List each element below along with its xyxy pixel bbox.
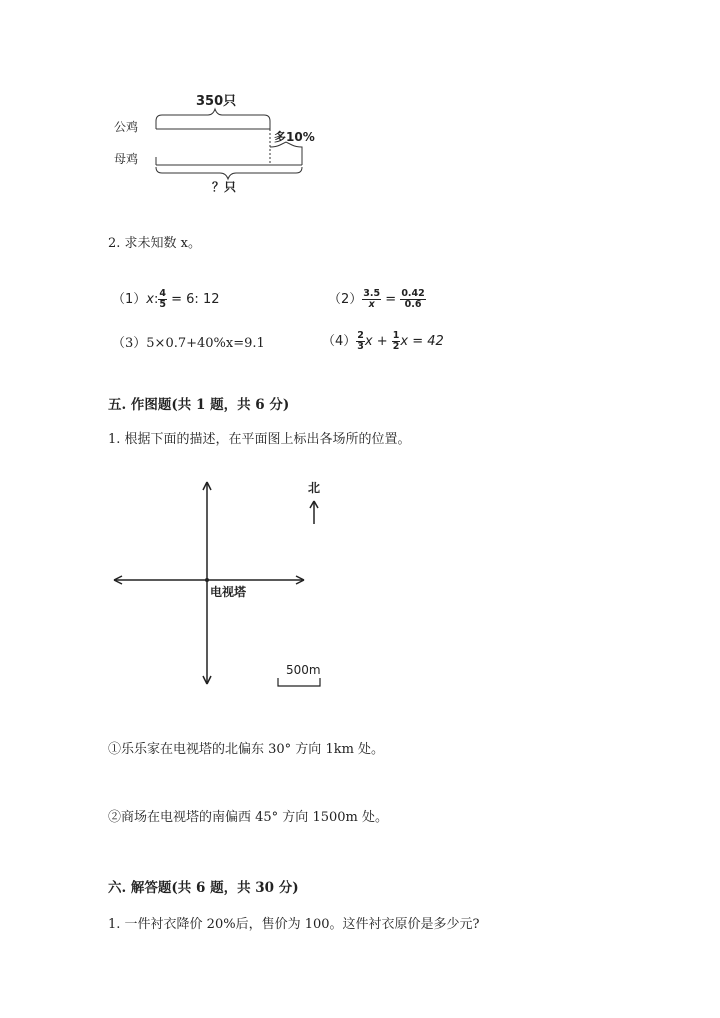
- question-2-title: 2. 求未知数 x。: [108, 236, 201, 251]
- bar-model-diagram: [100, 85, 340, 200]
- equation-4: （4） $\frac{2}{3}$ x + $\frac{1}{2}$ x = 42: [322, 330, 444, 352]
- scale-bar: [278, 678, 320, 686]
- rooster-label: 公鸡: [114, 120, 139, 134]
- map-diagram: [108, 472, 348, 694]
- equation-2: （2） $\frac{3.5}{x}$ = $\frac{0.42}{0.6}$: [328, 288, 425, 310]
- section-6-heading: 六. 解答题(共 6 题，共 30 分): [108, 880, 299, 896]
- section-5-heading: 五. 作图题(共 1 题，共 6 分): [108, 397, 290, 413]
- extra-percent-label: 多10%: [274, 130, 315, 144]
- section-6-question-1: 1. 一件衬衣降价 20%后，售价为 100。这件衬衣原价是多少元?: [108, 917, 480, 932]
- tv-tower-point: [205, 578, 209, 582]
- section-5-question-1: 1. 根据下面的描述，在平面图上标出各场所的位置。: [108, 432, 411, 447]
- equation-1: （1）x: $\frac{4}{5}$ = 6: 12: [112, 288, 220, 310]
- map-instruction-1: ①乐乐家在电视塔的北偏东 30° 方向 1km 处。: [108, 742, 385, 757]
- bottom-brace: [156, 167, 302, 179]
- unknown-count-label: ？只: [212, 180, 237, 194]
- hen-label: 母鸡: [114, 152, 139, 166]
- map-instruction-2: ②商场在电视塔的南偏西 45° 方向 1500m 处。: [108, 810, 388, 825]
- tv-tower-label: 电视塔: [210, 585, 247, 599]
- scale-label: 500m: [286, 663, 321, 677]
- total-count-label: 350只: [196, 94, 237, 109]
- equation-3: （3）5×0.7+40%x=9.1: [112, 336, 265, 351]
- top-brace: [156, 109, 270, 121]
- north-label: 北: [308, 481, 321, 495]
